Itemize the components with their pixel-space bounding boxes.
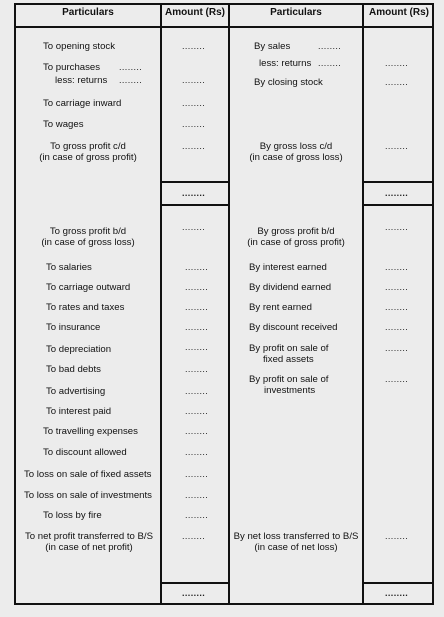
total-rule xyxy=(362,181,434,183)
header-particulars-cr: Particulars xyxy=(270,7,322,18)
row-rent-earned: By rent earned xyxy=(249,302,312,313)
amount-placeholder: ........ xyxy=(385,77,409,87)
amount-placeholder: ........ xyxy=(185,447,209,457)
header-amount-dr: Amount (Rs) xyxy=(165,7,225,18)
row-dividend-earned: By dividend earned xyxy=(249,282,332,293)
amount-placeholder: ........ xyxy=(185,510,209,520)
amount-placeholder: ........ xyxy=(185,469,209,479)
amount-placeholder: ........ xyxy=(385,282,409,292)
row-salaries: To salaries xyxy=(46,262,92,273)
total-rule xyxy=(160,204,230,206)
row-gross-profit-note: (in case of gross profit) xyxy=(39,152,137,163)
amount-placeholder: ........ xyxy=(185,322,209,332)
amount-placeholder: ........ xyxy=(385,374,409,384)
amount-placeholder: ........ xyxy=(119,62,143,72)
row-sales: By sales xyxy=(254,41,291,52)
row-net-profit-note: (in case of net profit) xyxy=(45,542,133,553)
row-gross-loss-note: (in case of gross loss) xyxy=(249,152,343,163)
row-net-loss-note: (in case of net loss) xyxy=(254,542,338,553)
amount-placeholder: ........ xyxy=(182,75,206,85)
row-purchases: To purchases xyxy=(43,62,101,73)
row-gross-loss-cd: By gross loss c/d xyxy=(259,141,333,152)
row-gross-profit-cd: To gross profit c/d xyxy=(50,141,126,152)
amount-placeholder: ........ xyxy=(185,426,209,436)
header-rule xyxy=(14,26,434,28)
row-wages: To wages xyxy=(43,119,84,130)
row-loss-fire: To loss by fire xyxy=(43,510,102,521)
amount-placeholder: ........ xyxy=(318,41,342,51)
header-particulars-dr: Particulars xyxy=(62,7,114,18)
amount-placeholder: ........ xyxy=(185,406,209,416)
amount-placeholder: ........ xyxy=(182,98,206,108)
row-depreciation: To depreciation xyxy=(46,344,112,355)
column-divider xyxy=(160,3,162,605)
amount-placeholder: ........ xyxy=(385,322,409,332)
row-loss-investments: To loss on sale of investments xyxy=(24,490,152,501)
row-carriage-inward: To carriage inward xyxy=(43,98,122,109)
total-rule xyxy=(362,204,434,206)
row-profit-investments: By profit on sale of xyxy=(249,374,329,385)
amount-placeholder: ........ xyxy=(185,386,209,396)
trading-total-cr: ........ xyxy=(385,188,409,198)
trading-total-dr: ........ xyxy=(182,188,206,198)
amount-placeholder: ........ xyxy=(318,58,342,68)
row-interest-paid: To interest paid xyxy=(46,406,112,417)
amount-placeholder: ........ xyxy=(182,141,206,151)
row-discount-allowed: To discount allowed xyxy=(43,447,127,458)
row-advertising: To advertising xyxy=(46,386,106,397)
row-closing-stock: By closing stock xyxy=(254,77,323,88)
amount-placeholder: ........ xyxy=(185,342,209,352)
amount-placeholder: ........ xyxy=(385,262,409,272)
row-net-loss: By net loss transferred to B/S xyxy=(233,531,359,542)
amount-placeholder: ........ xyxy=(385,343,409,353)
row-carriage-outward: To carriage outward xyxy=(46,282,131,293)
header-amount-cr: Amount (Rs) xyxy=(369,7,429,18)
row-purchase-returns: less: returns xyxy=(55,75,108,86)
row-gross-profit-bd: To gross profit b/d xyxy=(49,226,127,237)
amount-placeholder: ........ xyxy=(385,141,409,151)
amount-placeholder: ........ xyxy=(385,58,409,68)
row-gross-profit-bd-cr: By gross profit b/d xyxy=(257,226,335,237)
row-bad-debts: To bad debts xyxy=(46,364,101,375)
amount-placeholder: ........ xyxy=(185,262,209,272)
total-rule xyxy=(160,181,230,183)
total-rule xyxy=(160,582,230,584)
row-sales-returns: less: returns xyxy=(259,58,312,69)
amount-placeholder: ........ xyxy=(182,222,206,232)
amount-placeholder: ........ xyxy=(182,41,206,51)
row-opening-stock: To opening stock xyxy=(43,41,115,52)
amount-placeholder: ........ xyxy=(185,364,209,374)
pl-total-dr: ........ xyxy=(182,588,206,598)
row-gross-profit-bd-note: (in case of gross loss) xyxy=(41,237,135,248)
row-interest-earned: By interest earned xyxy=(249,262,327,273)
amount-placeholder: ........ xyxy=(185,490,209,500)
column-divider xyxy=(362,3,364,605)
row-profit-fixed-assets-2: fixed assets xyxy=(263,354,314,365)
amount-placeholder: ........ xyxy=(185,302,209,312)
row-rates-taxes: To rates and taxes xyxy=(46,302,125,313)
row-loss-fixed-assets: To loss on sale of fixed assets xyxy=(24,469,152,480)
amount-placeholder: ........ xyxy=(385,531,409,541)
row-insurance: To insurance xyxy=(46,322,101,333)
amount-placeholder: ........ xyxy=(182,119,206,129)
row-profit-fixed-assets: By profit on sale of xyxy=(249,343,329,354)
amount-placeholder: ........ xyxy=(185,282,209,292)
amount-placeholder: ........ xyxy=(182,531,206,541)
row-gross-profit-bd-cr-note: (in case of gross profit) xyxy=(247,237,345,248)
column-divider xyxy=(228,3,230,605)
total-rule xyxy=(362,582,434,584)
row-profit-investments-2: investments xyxy=(264,385,316,396)
amount-placeholder: ........ xyxy=(385,222,409,232)
row-travelling: To travelling expenses xyxy=(43,426,138,437)
amount-placeholder: ........ xyxy=(385,302,409,312)
amount-placeholder: ........ xyxy=(119,75,143,85)
pl-total-cr: ........ xyxy=(385,588,409,598)
row-net-profit: To net profit transferred to B/S xyxy=(25,531,153,542)
row-discount-received: By discount received xyxy=(249,322,338,333)
